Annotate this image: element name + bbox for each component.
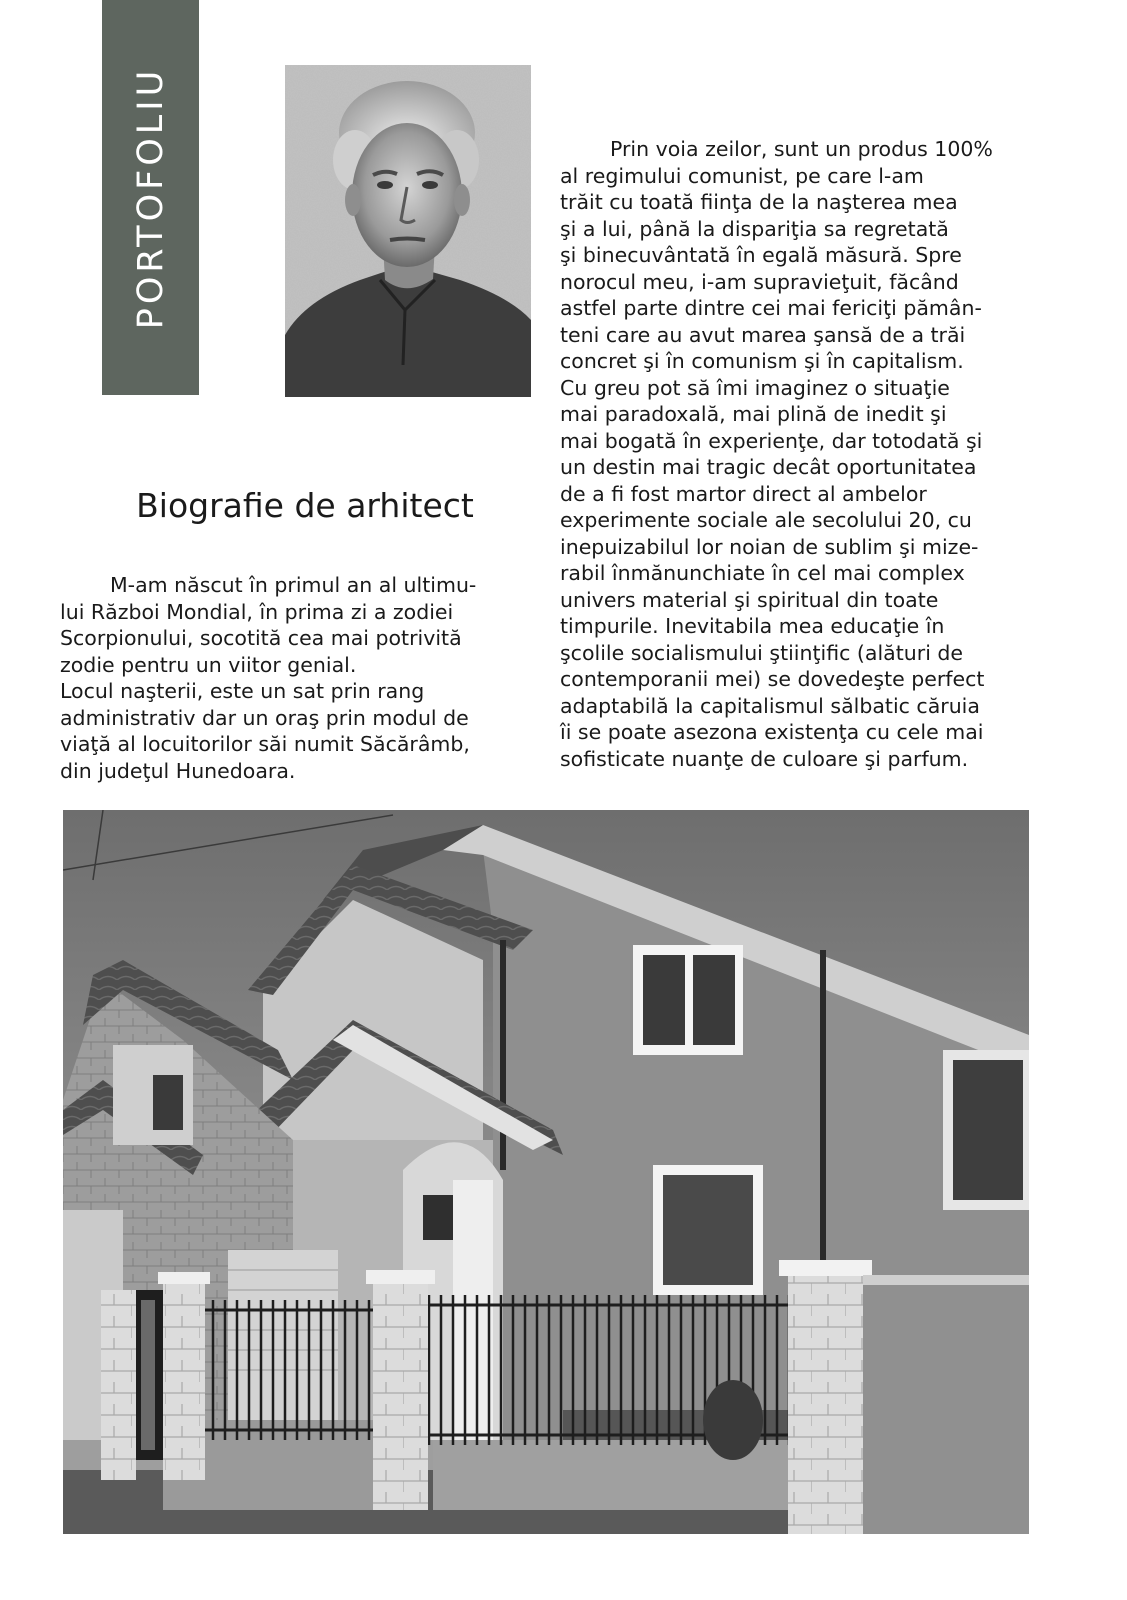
text-line: al regimului comunist, pe care l-am	[560, 163, 924, 188]
text-line: şi binecuvântată în egală măsură. Spre	[560, 243, 962, 267]
section-tab	[102, 0, 199, 395]
house-photo	[63, 810, 1029, 1534]
text-line: din judeţul Hunedoara.	[60, 758, 296, 783]
text-line: M-am născut în primul an al ultimu-	[110, 573, 477, 597]
bio-left-column	[60, 572, 530, 784]
text-line: rabil înmănunchiate în cel mai complex	[560, 561, 965, 585]
text-line: univers material şi spiritual din toate	[560, 587, 939, 612]
text-line: timpurile. Inevitabila mea educaţie în	[560, 614, 945, 638]
text-line: Locul naşterii, este un sat prin rang	[60, 679, 425, 703]
text-line: contemporanii mei) se dovedeşte perfect	[560, 667, 985, 691]
text-line: concret şi în comunism şi în capitalism.	[560, 349, 964, 373]
text-line: zodie pentru un viitor genial.	[60, 652, 357, 677]
text-line: viaţă al locuitorilor săi numit Săcărâmb,	[60, 732, 470, 756]
text-line: de a fi fost martor direct al ambelor	[560, 481, 927, 506]
text-line: inepuizabilul lor noian de sublim şi mize-	[560, 534, 979, 559]
text-line: teni care au avut marea şansă de a trăi	[560, 322, 966, 347]
text-line: norocul meu, i-am supravieţuit, făcând	[560, 269, 959, 294]
text-line: îi se poate asezona existenţa cu cele mai	[560, 720, 984, 744]
text-line: experimente sociale ale secolului 20, cu	[560, 508, 972, 532]
text-line: mai bogată în experienţe, dar totodată şi	[560, 428, 983, 453]
text-line: Scorpionului, socotită cea mai potrivită	[60, 626, 462, 650]
text-line: şcolile socialismului ştiinţific (alături de	[560, 640, 964, 665]
text-line: lui Război Mondial, în prima zi a zodiei	[60, 599, 454, 624]
article-title: Biografie de arhitect	[136, 486, 474, 525]
text-line: administrativ dar un oraş prin modul de	[60, 705, 469, 730]
author-portrait-photo	[285, 65, 531, 397]
text-line: un destin mai tragic decât oportunitatea	[560, 455, 977, 479]
text-line: adaptabilă la capitalismul sălbatic căruia	[560, 693, 980, 718]
text-line: astfel parte dintre cei mai fericiţi pămân-	[560, 296, 982, 320]
text-line: Cu greu pot să îmi imaginez o situaţie	[560, 375, 950, 400]
text-line: mai paradoxală, mai plină de inedit şi	[560, 402, 947, 426]
text-line: sofisticate nuanţe de culoare şi parfum.	[560, 746, 969, 771]
text-line: Prin voia zeilor, sunt un produs 100%	[610, 137, 993, 161]
text-line: şi a lui, până la dispariţia sa regretată	[560, 216, 949, 241]
section-tab-label: PORTOFOLIU	[130, 66, 171, 329]
bio-right-column	[560, 136, 1030, 772]
text-line: trăit cu toată fiinţa de la naşterea mea	[560, 190, 958, 214]
